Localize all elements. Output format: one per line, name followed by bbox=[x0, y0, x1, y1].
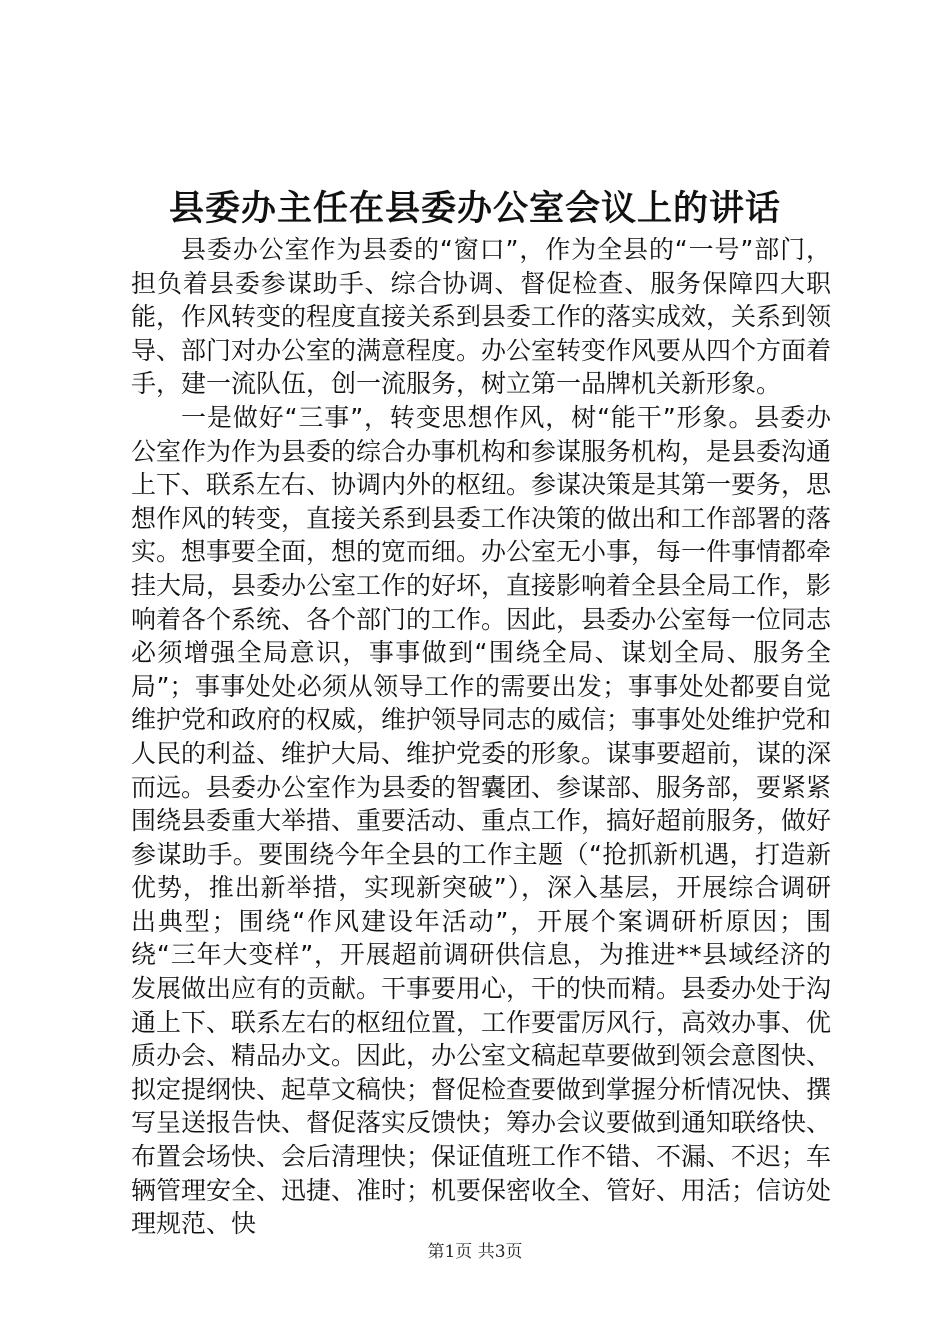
page-footer: 第1页 共3页 bbox=[427, 1242, 523, 1262]
paragraph-point-one: 一是做好“三事”，转变思想作风，树“能干”形象。县委办公室作为作为县委的综合办事机构和参谋服务机构，是县委沟通上下、联系左右、协调内外的枢纽。参谋决策是其第一要务，思想作风的转变，直接关系到县委工作决策的做出和工作部署的落实。想事要全面，想的宽而细。办公室无小事，每一件事情都牵挂大局，县委办公室工作的好坏，直接影响着全县全局工作，影响着各个系统、各个部门的工作。因此，县委办公室每一位同志必须增强全局意识，事事做到“围绕全局、谋划全局、服务全局”；事事处处必须从领导工作的需要出发；事事处处都要自觉维护党和政府的权威，维护领导同志的威信；事事处处维护党和人民的利益、维护大局、维护党委的形象。谋事要超前，谋的深而远。县委办公室作为县委的智囊团、参谋部、服务部，要紧紧围绕县委重大举措、重要活动、重点工作，搞好超前服务，做好参谋助手。要围绕今年全县的工作主题（“抢抓新机遇，打造新优势，推出新举措，实现新突破”），深入基层，开展综合调研出典型；围绕“作风建设年活动”，开展个案调研析原因；围绕“三年大变样”，开展超前调研供信息，为推进**县域经济的发展做出应有的贡献。干事要用心，干的快而精。县委办处于沟通上下、联系左右的枢纽位置，工作要雷厉风行，高效办事、优质办会、精品办文。因此，办公室文稿起草要做到领会意图快、拟定提纲快、起草文稿快；督促检查要做到掌握分析情况快、撰写呈送报告快、督促落实反馈快；筹办会议要做到通知联络快、布置会场快、会后清理快；保证值班工作不错、不漏、不迟；车辆管理安全、迅捷、准时；机要保密收全、管好、用活；信访处理规范、快 bbox=[131, 402, 832, 1239]
paragraph-intro: 县委办公室作为县委的“窗口”，作为全县的“一号”部门，担负着县委参谋助手、综合协调、督促检查、服务保障四大职能，作风转变的程度直接关系到县委工作的落实成效，关系到领导、部门对办公室的满意程度。办公室转变作风要从四个方面着手，建一流队伍，创一流服务，树立第一品牌机关新形象。 bbox=[131, 235, 832, 399]
document-title: 县委办主任在县委办公室会议上的讲话 bbox=[168, 189, 781, 229]
document-body bbox=[131, 233, 831, 1241]
